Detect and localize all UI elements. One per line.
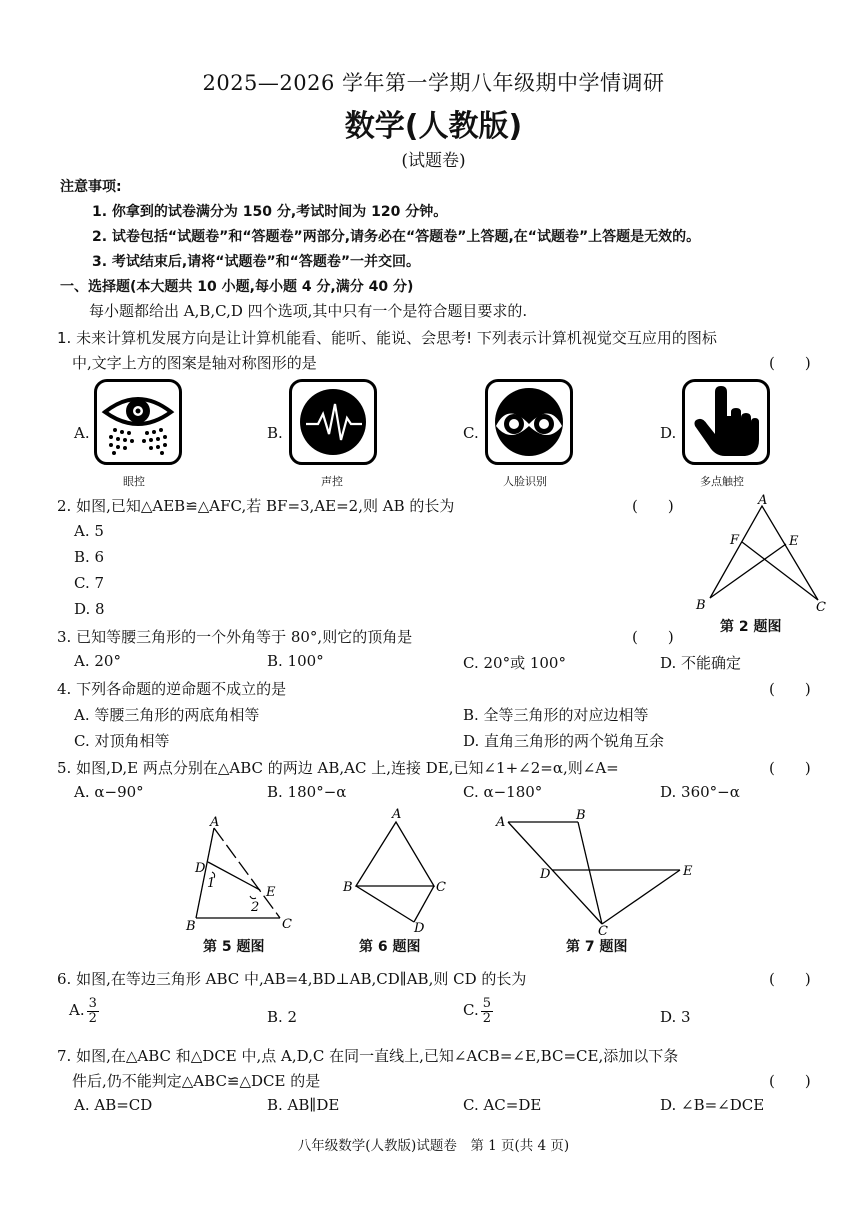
q7-stem-line1: 7. 如图,在△ABC 和△DCE 中,点 A,D,C 在同一直线上,已知∠ACB=∠E,BC=CE,添加以下条 bbox=[57, 1047, 679, 1065]
q7-stem-line2: 件后,仍不能判定△ABC≌△DCE 的是 bbox=[72, 1072, 321, 1090]
q7-answer-paren: ( ) bbox=[769, 1072, 811, 1090]
q3-option-b: B. 100° bbox=[267, 652, 324, 670]
q2-option-b: B. 6 bbox=[74, 548, 105, 566]
q4-option-d: D. 直角三角形的两个锐角互余 bbox=[463, 732, 665, 750]
q7-option-a: A. AB=CD bbox=[74, 1096, 153, 1114]
q6-option-b: B. 2 bbox=[267, 1008, 298, 1026]
subject-title: 数学(人教版) bbox=[344, 109, 523, 144]
q3-option-c: C. 20°或 100° bbox=[463, 654, 566, 672]
q7-label-e: E bbox=[683, 864, 693, 879]
section-instruction: 每小题都给出 A,B,C,D 四个选项,其中只有一个是符合题目要求的. bbox=[89, 302, 528, 320]
q1-option-c-caption: 人脸识别 bbox=[503, 475, 547, 488]
q4-answer-paren: ( ) bbox=[769, 680, 811, 698]
q3-answer-paren: ( ) bbox=[632, 628, 674, 646]
q4-option-b: B. 全等三角形的对应边相等 bbox=[463, 706, 649, 724]
q7-option-c: C. AC=DE bbox=[463, 1096, 542, 1114]
q4-option-c: C. 对顶角相等 bbox=[74, 732, 170, 750]
q5-figure bbox=[180, 812, 300, 934]
voice-control-icon bbox=[289, 379, 377, 465]
q2-label-b: B bbox=[696, 598, 706, 613]
q5-option-c: C. α−180° bbox=[463, 783, 543, 801]
q5-label-2: 2 bbox=[251, 900, 260, 915]
q2-option-c: C. 7 bbox=[74, 574, 105, 592]
q1-stem-line1: 1. 未来计算机发展方向是让计算机能看、能听、能说、会思考! 下列表示计算机视觉交互应用的图标 bbox=[57, 329, 717, 347]
q5-label-c: C bbox=[282, 917, 292, 932]
notice-item-1: 1. 你拿到的试卷满分为 150 分,考试时间为 120 分钟。 bbox=[92, 204, 448, 220]
q2-answer-paren: ( ) bbox=[632, 497, 674, 515]
q7-label-c: C bbox=[598, 924, 608, 936]
q2-label-c: C bbox=[816, 600, 826, 615]
notice-label: 注意事项: bbox=[60, 179, 122, 195]
q7-figure-caption: 第 7 题图 bbox=[566, 939, 628, 955]
q5-option-b: B. 180°−α bbox=[267, 783, 347, 801]
exam-title: 2025—2026 学年第一学期八年级期中学情调研 bbox=[202, 71, 665, 95]
multi-touch-icon bbox=[682, 379, 770, 465]
q7-label-a: A bbox=[496, 815, 506, 830]
q5-option-d: D. 360°−α bbox=[660, 783, 740, 801]
q2-stem: 2. 如图,已知△AEB≌△AFC,若 BF=3,AE=2,则 AB 的长为 bbox=[57, 497, 455, 515]
q6-option-d: D. 3 bbox=[660, 1008, 691, 1026]
q7-option-b: B. AB∥DE bbox=[267, 1096, 340, 1114]
q1-option-a-label: A. bbox=[74, 424, 90, 442]
section-heading: 一、选择题(本大题共 10 小题,每小题 4 分,满分 40 分) bbox=[60, 279, 414, 295]
q6-figure-caption: 第 6 题图 bbox=[359, 939, 421, 955]
q6-label-d: D bbox=[414, 921, 425, 936]
q3-option-d: D. 不能确定 bbox=[660, 654, 742, 672]
notice-item-3: 3. 考试结束后,请将“试题卷”和“答题卷”一并交回。 bbox=[92, 254, 421, 270]
q5-answer-paren: ( ) bbox=[769, 759, 811, 777]
q2-option-d: D. 8 bbox=[74, 600, 105, 618]
paper-type: (试题卷) bbox=[401, 151, 466, 171]
q1-answer-paren: ( ) bbox=[769, 354, 811, 372]
q2-option-a: A. 5 bbox=[74, 522, 104, 540]
q5-option-a: A. α−90° bbox=[74, 783, 144, 801]
q5-label-e: E bbox=[266, 885, 276, 900]
q1-option-c-label: C. bbox=[463, 424, 479, 442]
notice-item-2: 2. 试卷包括“试题卷”和“答题卷”两部分,请务必在“答题卷”上答题,在“试题卷”上答题是无效的。 bbox=[92, 229, 701, 245]
q7-label-b: B bbox=[576, 808, 586, 823]
q1-option-d-caption: 多点触控 bbox=[700, 475, 744, 488]
q1-option-b-caption: 声控 bbox=[321, 475, 343, 488]
q5-figure-caption: 第 5 题图 bbox=[203, 939, 265, 955]
page-footer: 八年级数学(人教版)试题卷 第 1 页(共 4 页) bbox=[297, 1138, 570, 1154]
q5-label-a: A bbox=[210, 815, 220, 830]
q2-label-e: E bbox=[789, 534, 799, 549]
q6-figure bbox=[340, 802, 460, 936]
q1-stem-line2: 中,文字上方的图案是轴对称图形的是 bbox=[72, 354, 317, 372]
q6-option-a: A. $\frac{3}{2}$ bbox=[69, 996, 97, 1026]
q6-option-c: C. $\frac{5}{2}$ bbox=[463, 996, 491, 1026]
q2-figure-caption: 第 2 题图 bbox=[720, 619, 782, 635]
q7-label-d: D bbox=[540, 867, 551, 882]
q3-stem: 3. 已知等腰三角形的一个外角等于 80°,则它的顶角是 bbox=[57, 628, 413, 646]
q5-label-b: B bbox=[186, 919, 196, 934]
q2-label-a: A bbox=[758, 493, 768, 508]
q4-option-a: A. 等腰三角形的两底角相等 bbox=[74, 706, 260, 724]
q6-label-a: A bbox=[392, 807, 402, 822]
q6-stem: 6. 如图,在等边三角形 ABC 中,AB=4,BD⊥AB,CD∥AB,则 CD 的长为 bbox=[57, 970, 527, 988]
q3-option-a: A. 20° bbox=[74, 652, 121, 670]
q1-option-b-label: B. bbox=[267, 424, 283, 442]
q1-option-d-label: D. bbox=[660, 424, 677, 442]
q7-option-d: D. ∠B=∠DCE bbox=[660, 1096, 765, 1114]
q6-answer-paren: ( ) bbox=[769, 970, 811, 988]
q2-figure bbox=[690, 488, 830, 616]
face-recognition-icon bbox=[485, 379, 573, 465]
q5-label-1: 1 bbox=[207, 876, 216, 891]
q6-label-c: C bbox=[436, 880, 446, 895]
eye-control-icon bbox=[94, 379, 182, 465]
q7-figure bbox=[494, 806, 704, 936]
q1-option-a-caption: 眼控 bbox=[123, 475, 145, 488]
q5-label-d: D bbox=[195, 861, 206, 876]
q5-stem: 5. 如图,D,E 两点分别在△ABC 的两边 AB,AC 上,连接 DE,已知∠1+∠2=α,则∠A= bbox=[57, 759, 619, 777]
q4-stem: 4. 下列各命题的逆命题不成立的是 bbox=[57, 680, 287, 698]
q6-label-b: B bbox=[343, 880, 353, 895]
q2-label-f: F bbox=[730, 533, 740, 548]
